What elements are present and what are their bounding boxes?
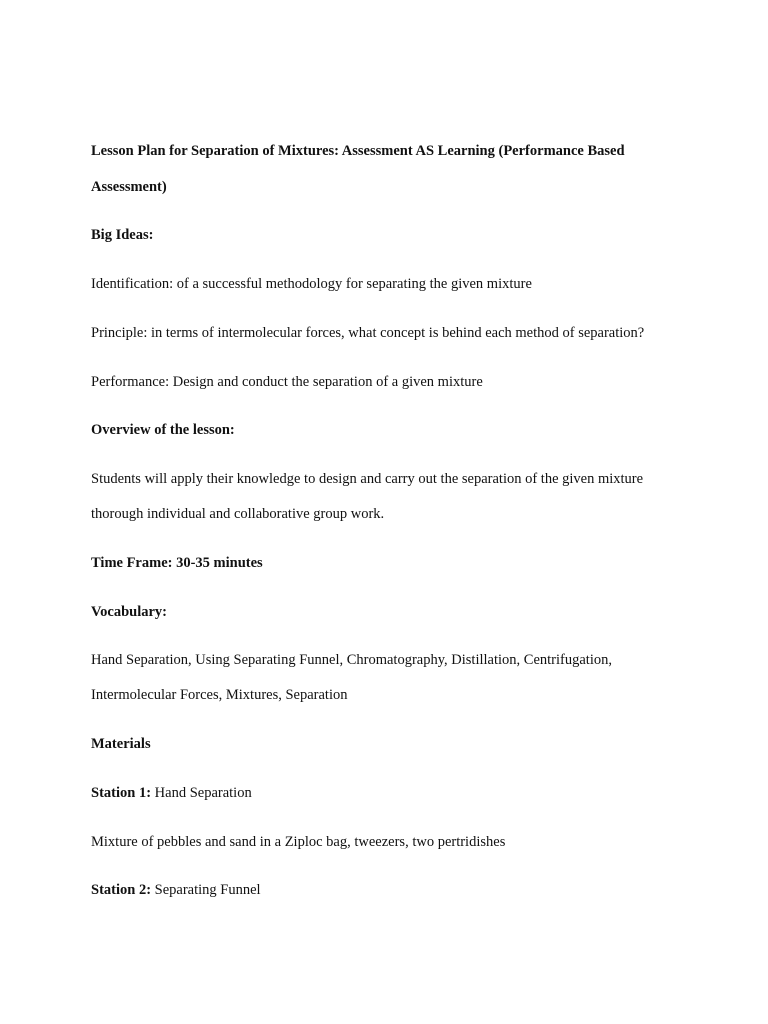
station-1 bbox=[91, 784, 252, 802]
big-ideas-heading: Big Ideas: bbox=[91, 227, 154, 243]
overview-text-line-1: Students will apply their knowledge to design and carry out the separation of the given mixture bbox=[91, 471, 644, 487]
time-frame: Time Frame: 30-35 minutes bbox=[91, 555, 263, 571]
vocabulary-text-line-2: Intermolecular Forces, Mixtures, Separation bbox=[91, 687, 348, 703]
materials-heading: Materials bbox=[91, 736, 151, 752]
station-2-label: Station 2: bbox=[91, 882, 152, 898]
station-1-materials: Mixture of pebbles and sand in a Ziploc bag, tweezers, two pertridishes bbox=[91, 834, 506, 850]
overview-text-line-2: thorough individual and collaborative group work. bbox=[91, 506, 385, 522]
principle-text: Principle: in terms of intermolecular forces, what concept is behind each method of separation? bbox=[91, 325, 645, 341]
lesson-title-line-1: Lesson Plan for Separation of Mixtures: Assessment AS Learning (Performance Based bbox=[91, 143, 625, 159]
station-1-name: Hand Separation bbox=[151, 785, 252, 801]
identification-text: Identification: of a successful methodology for separating the given mixture bbox=[91, 276, 532, 292]
overview-heading: Overview of the lesson: bbox=[91, 422, 235, 438]
performance-text: Performance: Design and conduct the separation of a given mixture bbox=[91, 374, 483, 390]
vocabulary-text-line-1: Hand Separation, Using Separating Funnel, Chromatography, Distillation, Centrifugation, bbox=[91, 652, 612, 668]
station-1-label: Station 1: bbox=[91, 785, 152, 801]
station-2 bbox=[91, 881, 261, 899]
lesson-title-line-2: Assessment) bbox=[91, 179, 167, 195]
station-2-name: Separating Funnel bbox=[151, 882, 261, 898]
vocabulary-heading: Vocabulary: bbox=[91, 604, 167, 620]
